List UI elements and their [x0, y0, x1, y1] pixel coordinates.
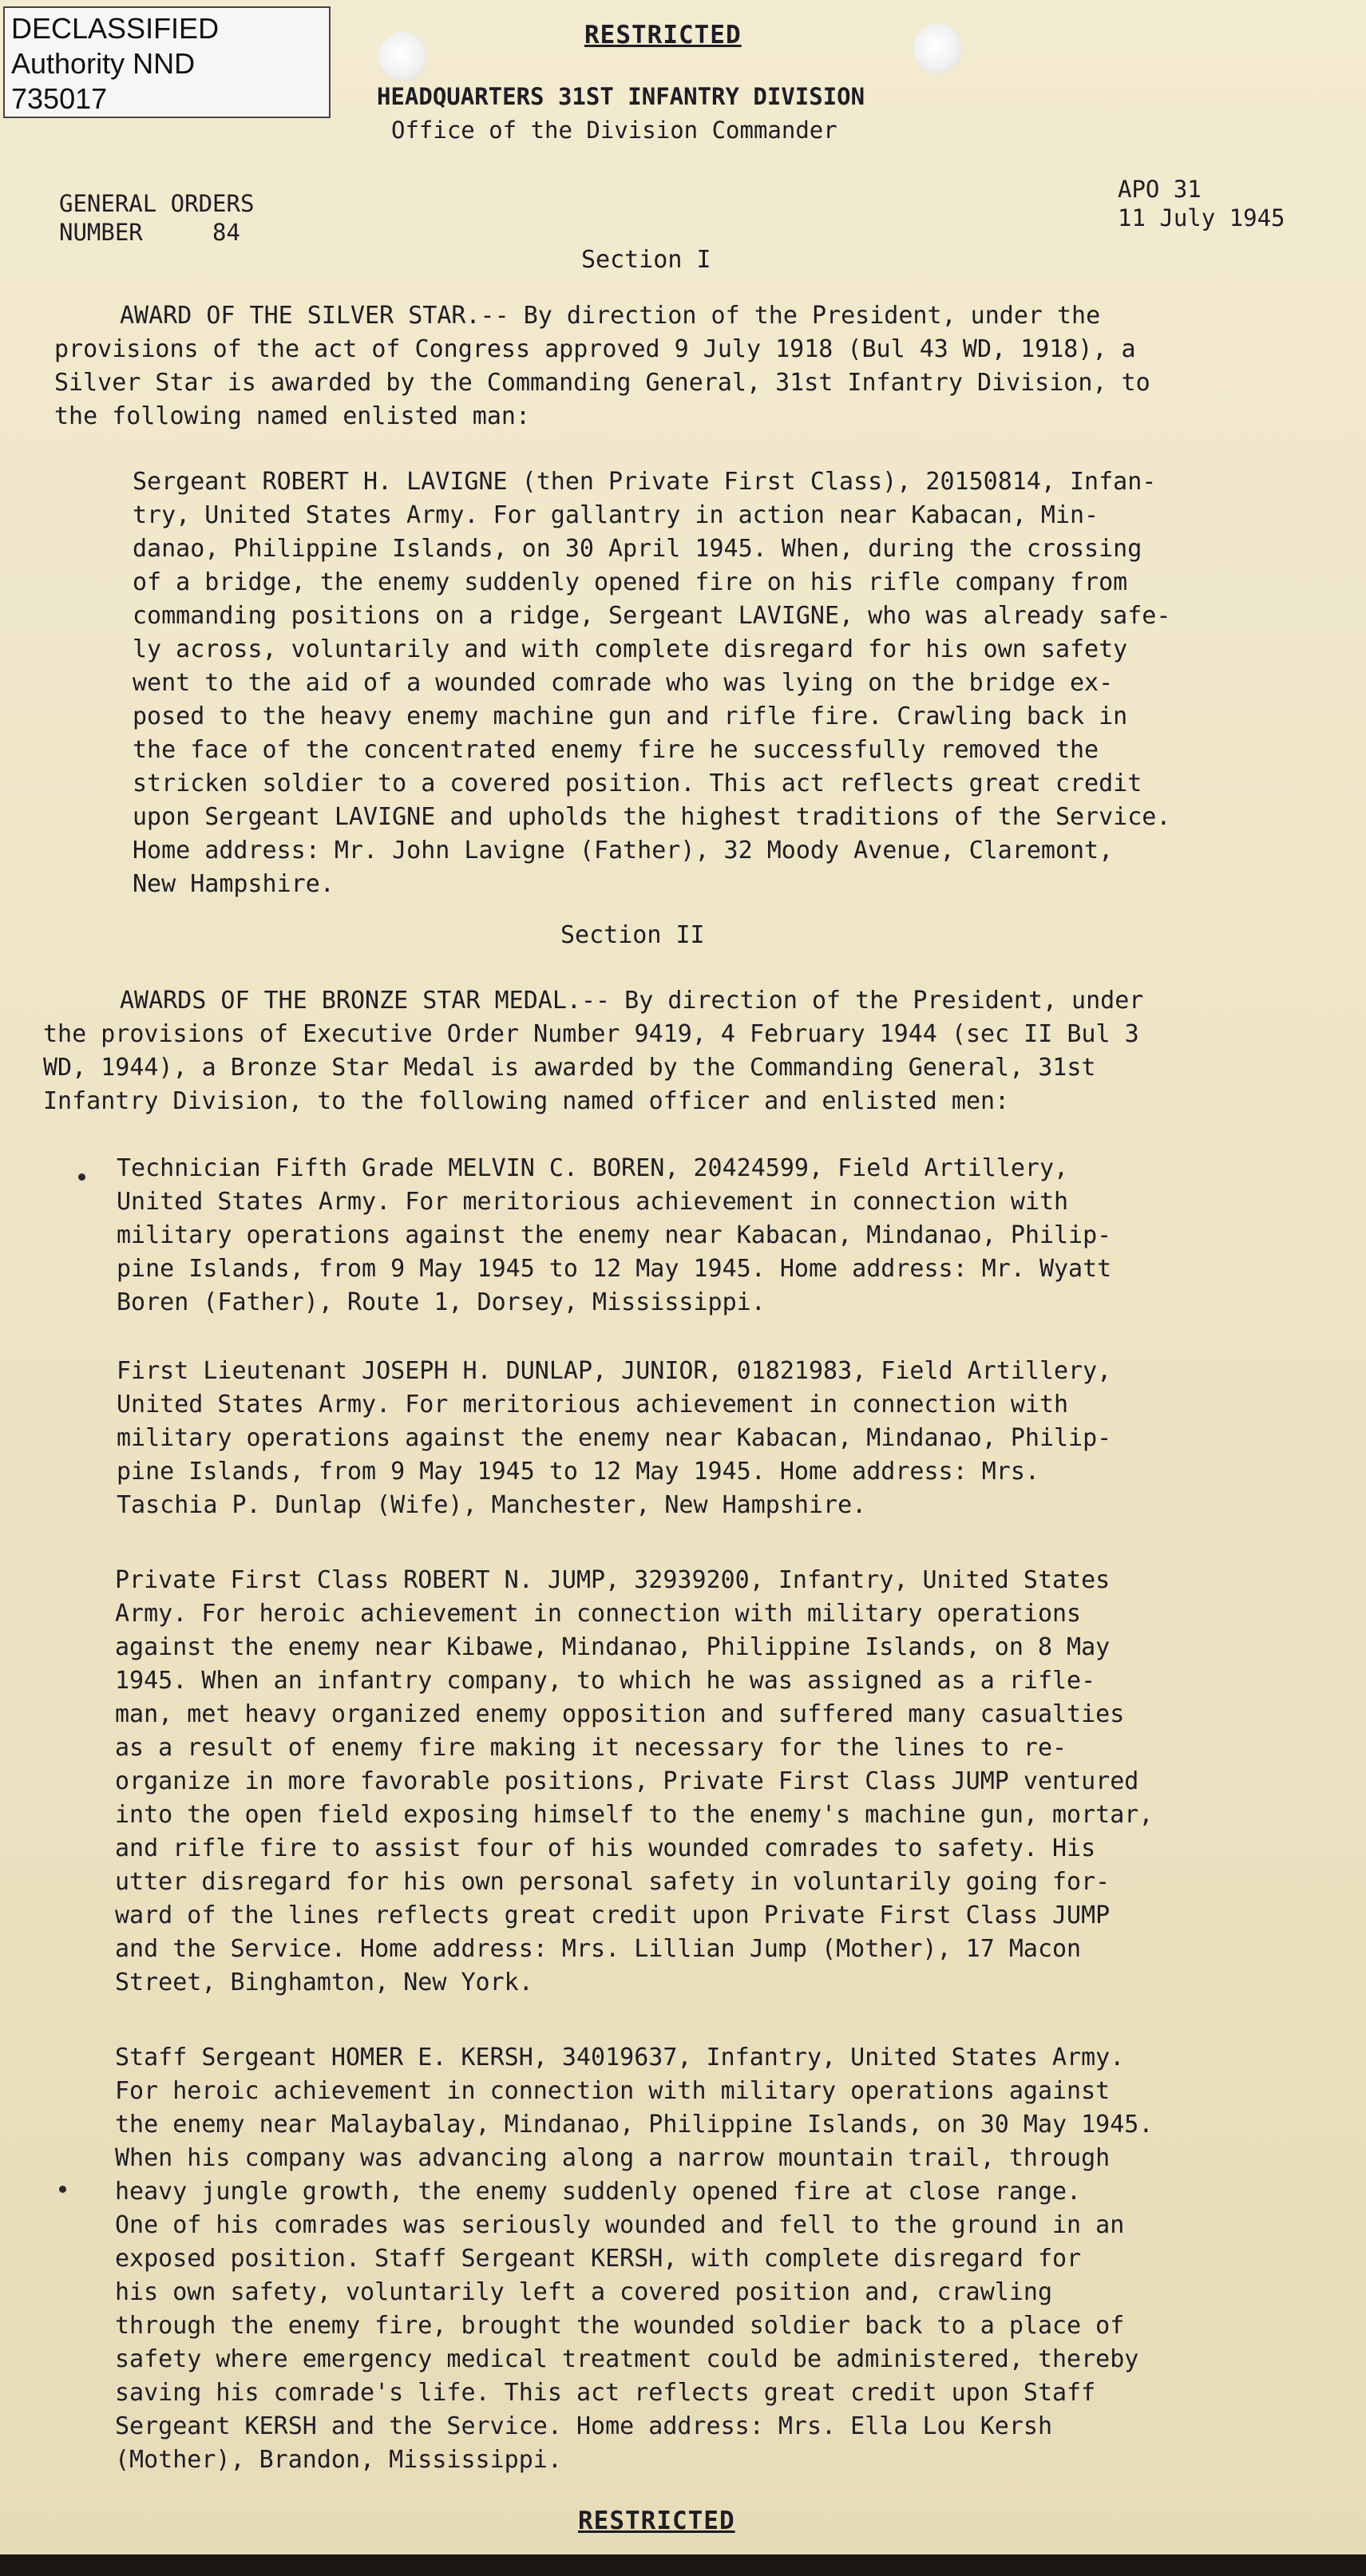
citation-line: exposed position. Staff Sergeant KERSH, with complete disregard for	[115, 2245, 1082, 2273]
citation-line: ward of the lines reflects great credit upon Private First Class JUMP	[115, 1901, 1111, 1929]
citation-line: Street, Binghamton, New York.	[115, 1969, 533, 1996]
citation-line: When his company was advancing along a narrow mountain trail, through	[115, 2144, 1111, 2172]
declassified-stamp	[3, 6, 331, 118]
citation-line: commanding positions on a ridge, Sergeant LAVIGNE, who was already safe-	[133, 602, 1171, 630]
apo-label: APO 31	[1118, 176, 1202, 203]
citation-line: organize in more favorable positions, Private First Class JUMP ventured	[115, 1767, 1139, 1795]
citation-line: and rifle fire to assist four of his wounded comrades to safety. His	[115, 1834, 1096, 1862]
citation-line: ly across, voluntarily and with complete disregard for his own safety	[133, 635, 1128, 663]
classification-bottom: RESTRICTED	[578, 2507, 735, 2535]
citation-line: the enemy near Malaybalay, Mindanao, Philippine Islands, on 30 May 1945.	[115, 2111, 1154, 2139]
citation-line: man, met heavy organized enemy opposition and suffered many casualties	[115, 1700, 1125, 1728]
citation-line: danao, Philippine Islands, on 30 April 1945. When, during the crossing	[133, 535, 1142, 563]
citation-line: and the Service. Home address: Mrs. Lillian Jump (Mother), 17 Macon	[115, 1935, 1082, 1963]
punch-hole-right	[913, 24, 963, 73]
citation-line: Home address: Mr. John Lavigne (Father), 32 Moody Avenue, Claremont,	[133, 837, 1114, 865]
citation-line: New Hampshire.	[133, 870, 335, 898]
paragraph-line: provisions of the act of Congress approved 9 July 1918 (Bul 43 WD, 1918), a	[54, 335, 1136, 363]
citation-line: Sergeant KERSH and the Service. Home address: Mrs. Ella Lou Kersh	[115, 2412, 1052, 2440]
citation-line: First Lieutenant JOSEPH H. DUNLAP, JUNIOR, 01821983, Field Artillery,	[117, 1357, 1112, 1385]
citation-line: stricken soldier to a covered position. This act reflects great credit	[133, 770, 1142, 797]
citation-line: Private First Class ROBERT N. JUMP, 32939200, Infantry, United States	[115, 1566, 1111, 1594]
citation-line: upon Sergeant LAVIGNE and upholds the highest traditions of the Service.	[133, 803, 1171, 831]
paragraph-line: Silver Star is awarded by the Commanding General, 31st Infantry Division, to	[54, 369, 1150, 397]
citation-line: Boren (Father), Route 1, Dorsey, Mississippi.	[117, 1288, 766, 1316]
citation-line: went to the aid of a wounded comrade who was lying on the bridge ex-	[133, 669, 1114, 697]
citation-line: heavy jungle growth, the enemy suddenly opened fire at close range.	[115, 2178, 1082, 2206]
paragraph-line: AWARD OF THE SILVER STAR.-- By direction of the President, under the	[120, 302, 1101, 330]
citation-line: United States Army. For meritorious achievement in connection with	[117, 1391, 1069, 1419]
citation-line: pine Islands, from 9 May 1945 to 12 May 1945. Home address: Mrs.	[117, 1458, 1039, 1486]
citation-line: military operations against the enemy near Kabacan, Mindanao, Philip-	[117, 1424, 1112, 1452]
citation-line: saving his comrade's life. This act reflects great credit upon Staff	[115, 2379, 1096, 2407]
citation-line: Army. For heroic achievement in connection with military operations	[115, 1600, 1082, 1628]
margin-mark	[78, 1173, 85, 1181]
citation-line: try, United States Army. For gallantry in action near Kabacan, Min-	[133, 501, 1099, 529]
paragraph-line: Infantry Division, to the following named officer and enlisted men:	[43, 1087, 1010, 1115]
margin-mark	[59, 2186, 66, 2193]
order-date: 11 July 1945	[1118, 204, 1285, 231]
paragraph-line: the following named enlisted man:	[54, 402, 531, 430]
citation-line: For heroic achievement in connection with military operations against	[115, 2077, 1111, 2105]
citation-line: United States Army. For meritorious achievement in connection with	[117, 1188, 1069, 1216]
paragraph-line: AWARDS OF THE BRONZE STAR MEDAL.-- By direction of the President, under	[120, 987, 1144, 1015]
citation-line: posed to the heavy enemy machine gun and rifle fire. Crawling back in	[133, 702, 1128, 730]
citation-line: safety where emergency medical treatment could be administered, thereby	[115, 2345, 1139, 2373]
section-title: Section I	[581, 246, 711, 274]
stamp-line: 735017	[11, 82, 108, 115]
punch-hole-left	[378, 32, 428, 81]
paragraph-line: WD, 1944), a Bronze Star Medal is awarded by the Commanding General, 31st	[43, 1054, 1096, 1082]
paragraph-line: the provisions of Executive Order Number 9419, 4 February 1944 (sec II Bul 3	[43, 1020, 1139, 1048]
citation-line: military operations against the enemy near Kabacan, Mindanao, Philip-	[117, 1221, 1112, 1249]
stamp-line: Authority NND	[11, 47, 196, 80]
scan-edge	[0, 2554, 1366, 2576]
citation-line: Technician Fifth Grade MELVIN C. BOREN, 20424599, Field Artillery,	[117, 1154, 1069, 1182]
citation-line: pine Islands, from 9 May 1945 to 12 May 1945. Home address: Mr. Wyatt	[117, 1255, 1112, 1283]
citation-line: the face of the concentrated enemy fire he successfully removed the	[133, 736, 1099, 764]
unit-heading: HEADQUARTERS 31ST INFANTRY DIVISION	[377, 83, 865, 110]
stamp-line: DECLASSIFIED	[11, 12, 220, 45]
order-number: NUMBER 84	[59, 219, 240, 246]
classification-top: RESTRICTED	[584, 21, 742, 49]
citation-line: of a bridge, the enemy suddenly opened fire on his rifle company from	[133, 568, 1128, 596]
citation-line: into the open field exposing himself to the enemy's machine gun, mortar,	[115, 1801, 1154, 1829]
citation-line: through the enemy fire, brought the wounded soldier back to a place of	[115, 2312, 1125, 2340]
citation-line: against the enemy near Kibawe, Mindanao, Philippine Islands, on 8 May	[115, 1633, 1111, 1661]
citation-line: Staff Sergeant HOMER E. KERSH, 34019637, Infantry, United States Army.	[115, 2044, 1125, 2071]
citation-line: Sergeant ROBERT H. LAVIGNE (then Private First Class), 20150814, Infan-	[133, 468, 1157, 496]
citation-line: as a result of enemy fire making it necessary for the lines to re-	[115, 1734, 1067, 1762]
office-heading: Office of the Division Commander	[391, 117, 837, 144]
citation-line: 1945. When an infantry company, to which he was assigned as a rifle-	[115, 1667, 1096, 1695]
general-orders-label: GENERAL ORDERS	[59, 190, 255, 217]
citation-line: One of his comrades was seriously wounded and fell to the ground in an	[115, 2211, 1125, 2239]
section-title: Section II	[560, 921, 705, 949]
citation-line: his own safety, voluntarily left a covered position and, crawling	[115, 2278, 1052, 2306]
citation-line: utter disregard for his own personal safety in voluntarily going for-	[115, 1868, 1111, 1896]
citation-line: Taschia P. Dunlap (Wife), Manchester, New Hampshire.	[117, 1491, 867, 1519]
citation-line: (Mother), Brandon, Mississippi.	[115, 2446, 562, 2474]
